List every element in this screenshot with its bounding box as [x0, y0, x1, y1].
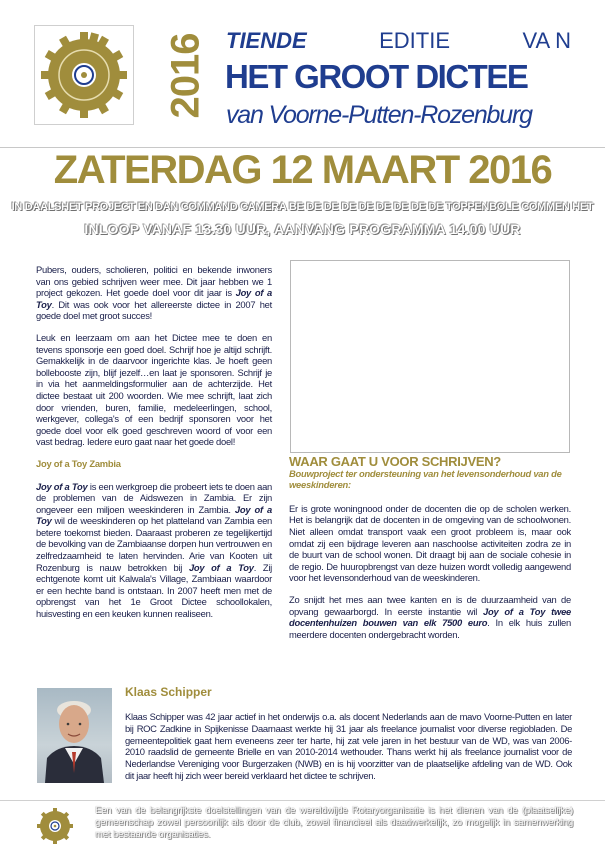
bio-text: Klaas Schipper was 42 jaar actief in het onderwijs o.a. als docent Nederlands aan de mavo Voorne-Putten en later bij ROC Zadkine in Spijkenisse Daarnaast werkte hij 31 jaar als freelance journalist voor diverse regiobladen. De gemeentepolitiek gaat hem eveneens zeer ter harte, hij zat vele jaren in het bestuur van de WD, was van 2006-2010 raadslid de gemeente Brielle en van 2010-2014 wethouder. Thans werkt hij als freelance journalist voor de Nederlandse Vereniging voor Burgerzaken (NWB) en is hij voorzitter van de plaatselijke afdeling van de WD. Ook dit jaar heeft hij zich weer bereid verklaard het dictee te schrijven.	[125, 711, 572, 781]
section-heading-right: WAAR GAAT U VOOR SCHRIJVEN?	[289, 454, 501, 469]
rotary-logo	[34, 25, 134, 125]
edition-word-3: VA N	[522, 28, 571, 53]
year-text: 2016	[163, 33, 208, 119]
sustainability-paragraph: Zo snijdt het mes aan twee kanten en is de duurzaamheid van de opvang gewaarborgd. In eerste instantie wil Joy of a Toy twee docentenhuizen bouwen van elk 7500 euro. In elk huis zullen meerdere docenten ondergebracht worden.	[289, 593, 571, 640]
page-subtitle: van Voorne-Putten-Rozenburg	[226, 101, 532, 129]
footer	[0, 800, 605, 856]
section-lead: Bouwproject ter ondersteuning van het levensonderhoud van de weeskinderen:	[289, 467, 562, 491]
intro-paragraph: Pubers, ouders, scholieren, politici en bekende inwoners van ons gebied schrijven weer mee. Dit jaar hebben we 1 project gekozen. Het goede doel voor dit jaar is Joy of a Toy. Dit was ook voor het allereerste dictee in 2007 het goede doel met groot succes!	[36, 264, 272, 322]
sponsor-paragraph: Leuk en leerzaam om aan het Dictee mee te doen en tevens sponsorje een goed doel. Schrijf hoe je altijd schrijft. Gemakkelijk in de daarvoor ingerichte klas. Je hoeft geen bollebooste zijn, blijf jezelf…en laat je sponsoren. Schrijf je in via het aanmeldingsformulier aan de achterzijde. Het dictee bestaat uit 200 woorden. Wie mee schrijft, laat zich door vrienden, buren, familie, medeleerlingen, school, werkgever, collega's of een bedrijf sponsoren voor het goede doel voor elk goed geschreven woord of voor een vast bedrag. Iedere euro gaat naar het goede doel!	[36, 331, 272, 448]
edition-line	[226, 28, 571, 54]
bio-section	[32, 684, 572, 802]
section-heading: Joy of a Toy Zambia	[36, 457, 121, 469]
right-column	[289, 456, 571, 650]
year-badge	[163, 22, 209, 130]
event-date: ZATERDAG 12 MAART 2016	[53, 148, 552, 192]
photo-placeholder	[290, 260, 570, 453]
edition-word-1: TIENDE	[226, 28, 307, 53]
header	[0, 0, 605, 148]
left-column	[36, 264, 272, 630]
bio-name: Klaas Schipper	[125, 685, 212, 699]
event-tagline-2: INLOOP VANAF 13.30 UUR, AANVANG PROGRAMMA 14.00 UUR	[84, 221, 521, 237]
page-title: HET GROOT DICTEE	[225, 58, 528, 95]
footer-rotary-logo	[35, 806, 75, 846]
zambia-paragraph: Joy of a Toy is een werkgroep die probeert iets te doen aan de problemen van de Aidswezen in Zambia. Er zijn ongeveer een miljoen weeskinderen in Zambia. Joy of a Toy wil de weeskinderen op het platteland van Zambia een betere toekomst bieden. Daaraast proberen ze tegelijkertijd de bevolking van de Zambiaanse dorpen hun vertrouwen en zelfredzaamheid te laten hervinden. Arie van Kooten uit Rozenburg is nauw betrokken bij Joy of a Toy. Zij echtgenote komt uit Kalwala's Village, Zambiaan waardoor er een hechte band is ontstaan. In 2007 heeft men met de opbrengst van het 1e Groot Dictee schoollokalen, huisvesting en een keuken kunnen realiseen.	[36, 480, 273, 620]
edition-word-2: EDITIE	[379, 28, 451, 53]
event-tagline-1: IN DAALSHET PROJECT EN DAN COMMAND CAMERA BE DE DE DE DE DE DE DE DE TOPPENBOLE COMMEN HET	[11, 201, 594, 213]
rotary-wheel-small-icon	[35, 806, 75, 846]
portrait-icon	[37, 688, 112, 783]
rotary-wheel-icon	[35, 26, 133, 124]
housing-paragraph: Er is grote woningnood onder de docenten die op de scholen werken. Het is belangrijk dat de docenten in de omgeving van de schoolwonen. Niet alleen omdat transport vaak een groot probleem is, maar ook omdat zij een bijdrage leveren aan naschoolse activiteiten zodra ze in de buurt van de school wonen. Dit draagt bij aan de sociale cohesie in de regio. De huuropbrengst van deze huizen wordt volledig aangewend voor het levensonderhoud van de weeskinderen.	[289, 502, 571, 584]
portrait-photo	[37, 688, 112, 783]
footer-text: Een van de belangrijkste doelstellingen van de wereldwijde Rotaryorganisatie is het dienen van de (plaatselijke) gemeenschap zowel persoonlijk als door de club, zowel financieel als daadwerkelijk, zo mogelijk in samenwerking met bestaande organisaties.	[95, 805, 573, 840]
